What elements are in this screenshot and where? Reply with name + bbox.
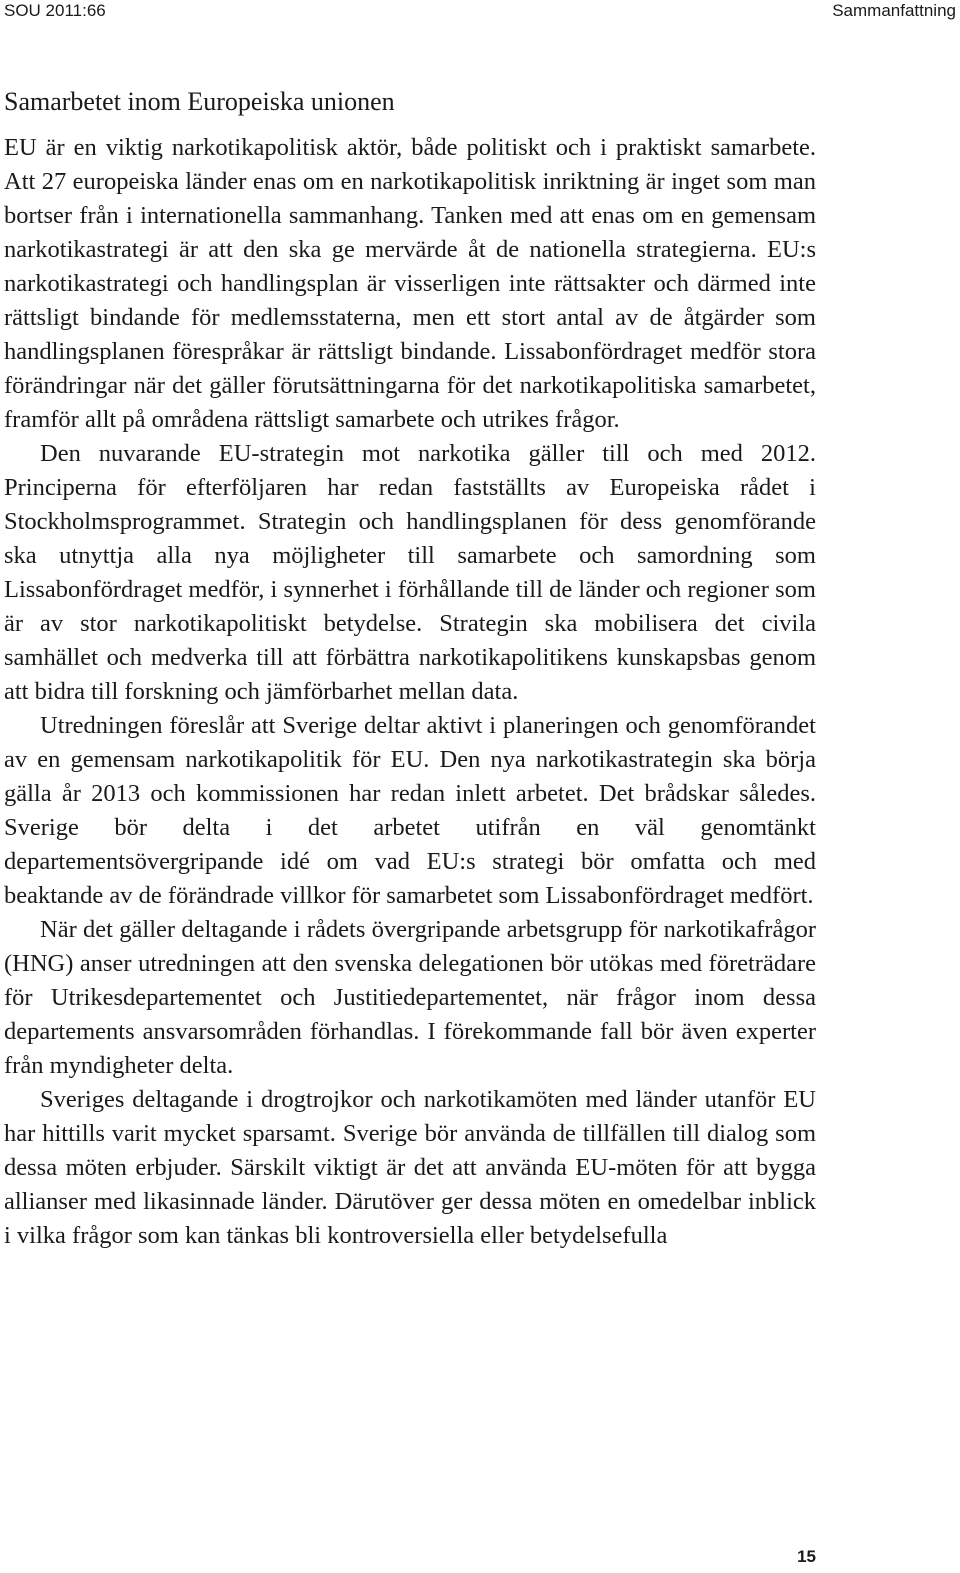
- paragraph: Den nuvarande EU-strategin mot narkotika gäller till och med 2012. Principerna för efterföljaren har redan fastställts av Europeiska rådet i Stockholmsprogrammet. Strategin och handlingsplanen för dess genomförande ska utnyttja alla nya möjligheter till samarbete och samordning som Lissabonfördraget medför, i synnerhet i förhållande till de länder och regioner som är av stor narkotikapolitiskt betydelse. Strategin ska mobilisera det civila samhället och medverka till att förbättra narkotikapolitikens kunskapsbas genom att bidra till forskning och jämförbarhet mellan data.: [4, 440, 816, 705]
- chapter-title: Sammanfattning: [832, 1, 956, 20]
- paragraph: Sveriges deltagande i drogtrojkor och narkotikamöten med länder utanför EU har hittills varit mycket sparsamt. Sverige bör använda de tillfällen till dialog som dessa möten erbjuder. Särskilt viktigt är det att använda EU-möten för att bygga allianser med likasinnade länder. Därutöver ger dessa möten en omedelbar inblick i vilka frågor som kan tänkas bli kontroversiella eller betydelsefulla: [4, 1086, 816, 1249]
- body-text: [4, 85, 816, 1253]
- paragraph: Utredningen föreslår att Sverige deltar aktivt i planeringen och genomförandet av en gemensam narkotikapolitik för EU. Den nya narkotikastrategin ska börja gälla år 2013 och kommissionen har redan inlett arbetet. Det brådskar således. Sverige bör delta i det arbetet utifrån en väl genomtänkt departementsövergripande idé om vad EU:s strategi bör omfatta och med beaktande av de förändrade villkor för samarbetet som Lissabonfördraget medfört.: [4, 712, 816, 909]
- paragraph: EU är en viktig narkotikapolitisk aktör, både politiskt och i praktiskt samarbete. Att 27 europeiska länder enas om en narkotikapolitisk inriktning är inget som man bortser från i internationella sammanhang. Tanken med att enas om en gemensam narkotikastrategi är att den ska ge mervärde åt de nationella strategierna. EU:s narkotikastrategi och handlingsplan är visserligen inte rättsakter och därmed inte rättsligt bindande för medlemsstaterna, men ett stort antal av de åtgärder som handlingsplanen förespråkar är rättsligt bindande. Lissabonfördraget medför stora förändringar när det gäller förutsättningarna för det narkotikapolitiska samarbetet, framför allt på områdena rättsligt samarbete och utrikes frågor.: [4, 134, 816, 433]
- paragraph: När det gäller deltagande i rådets övergripande arbetsgrupp för narkotikafrågor (HNG) anser utredningen att den svenska delegationen bör utökas med företrädare för Utrikesdepartementet och Justitiedepartementet, när frågor inom dessa departements ansvarsområden förhandlas. I förekommande fall bör även experter från myndigheter delta.: [4, 916, 816, 1079]
- document-reference: SOU 2011:66: [4, 1, 106, 20]
- page-number: 15: [797, 1547, 816, 1566]
- running-header: [0, 0, 960, 22]
- section-heading: Samarbetet inom Europeiska unionen: [4, 87, 395, 116]
